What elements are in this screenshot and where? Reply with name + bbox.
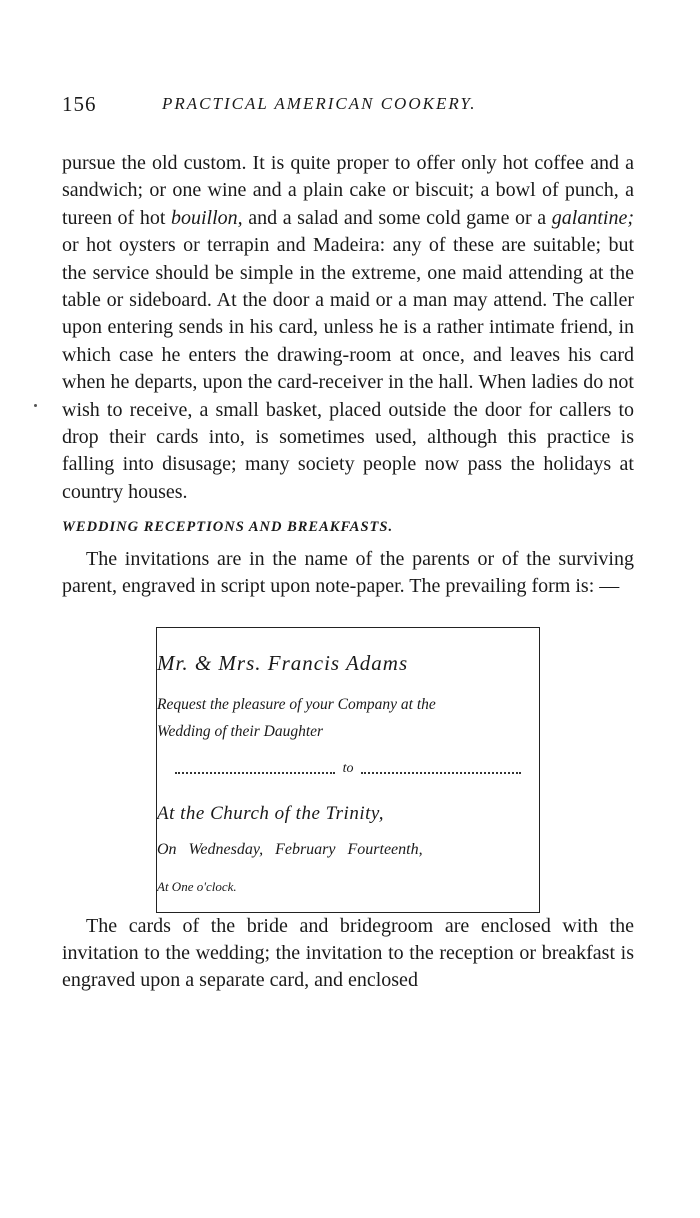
card-names: Mr. & Mrs. Francis Adams <box>157 650 409 675</box>
dotted-rule-left <box>175 764 335 774</box>
italic-bouillon: bouillon, <box>170 206 243 229</box>
paragraph-1-text-c: or hot oysters or terrapin and Madeira: any of these are suitable; but the service should be simple in the extreme, one maid attending at the table or sideboard. At the door a maid or a man may attend. The caller upon entering sends in his card, unless he is a rather intimate friend, in which case he enters the drawing-room at once, and leaves his card when he departs, upon the card-receiver in the hall. When ladies do not wish to receive, a small basket, placed outside the door for callers to drop their cards into, is sometimes used, although this practice is falling into disusage; many society people now pass the holidays at country houses. <box>62 234 634 503</box>
body-text <box>62 150 634 995</box>
page-number: 156 <box>62 92 97 116</box>
section-heading: WEDDING RECEPTIONS AND BREAKFASTS. <box>62 519 394 536</box>
page-header <box>62 92 634 122</box>
card-church: At the Church of the Trinity, <box>157 803 385 825</box>
paragraph-1 <box>62 150 634 506</box>
card-date: On Wednesday, February Fourteenth, <box>157 840 423 858</box>
card-time: At One o'clock. <box>157 879 237 895</box>
invitation-card <box>156 627 540 913</box>
paragraph-2: The invitations are in the name of the parents or of the surviving parent, engraved in script upon note-paper. The prevailing form is: — <box>62 547 634 598</box>
dotted-rule-right <box>361 764 521 774</box>
card-to: to <box>342 760 354 776</box>
running-title: PRACTICAL AMERICAN COOKERY. <box>162 94 477 113</box>
card-request-line-1: Request the pleasure of your Company at the <box>157 695 436 713</box>
paragraph-1-text-b: and a salad and some cold game or a <box>242 206 552 229</box>
paragraph-1-text-a: pursue the old custom. It is quite proper to offer only hot coffee and a sandwich; or one wine and a plain cake or biscuit; a bowl of punch, a tureen of hot <box>62 152 634 229</box>
italic-galantine: galantine; <box>551 206 634 229</box>
paragraph-3: The cards of the bride and bridegroom are enclosed with the invitation to the wedding; the invitation to the reception or breakfast is engraved upon a separate card, and enclosed <box>62 914 634 992</box>
margin-dot <box>34 404 37 407</box>
card-request-line-2: Wedding of their Daughter <box>157 722 324 740</box>
book-page <box>62 92 634 995</box>
card-dotted-line <box>175 755 521 782</box>
